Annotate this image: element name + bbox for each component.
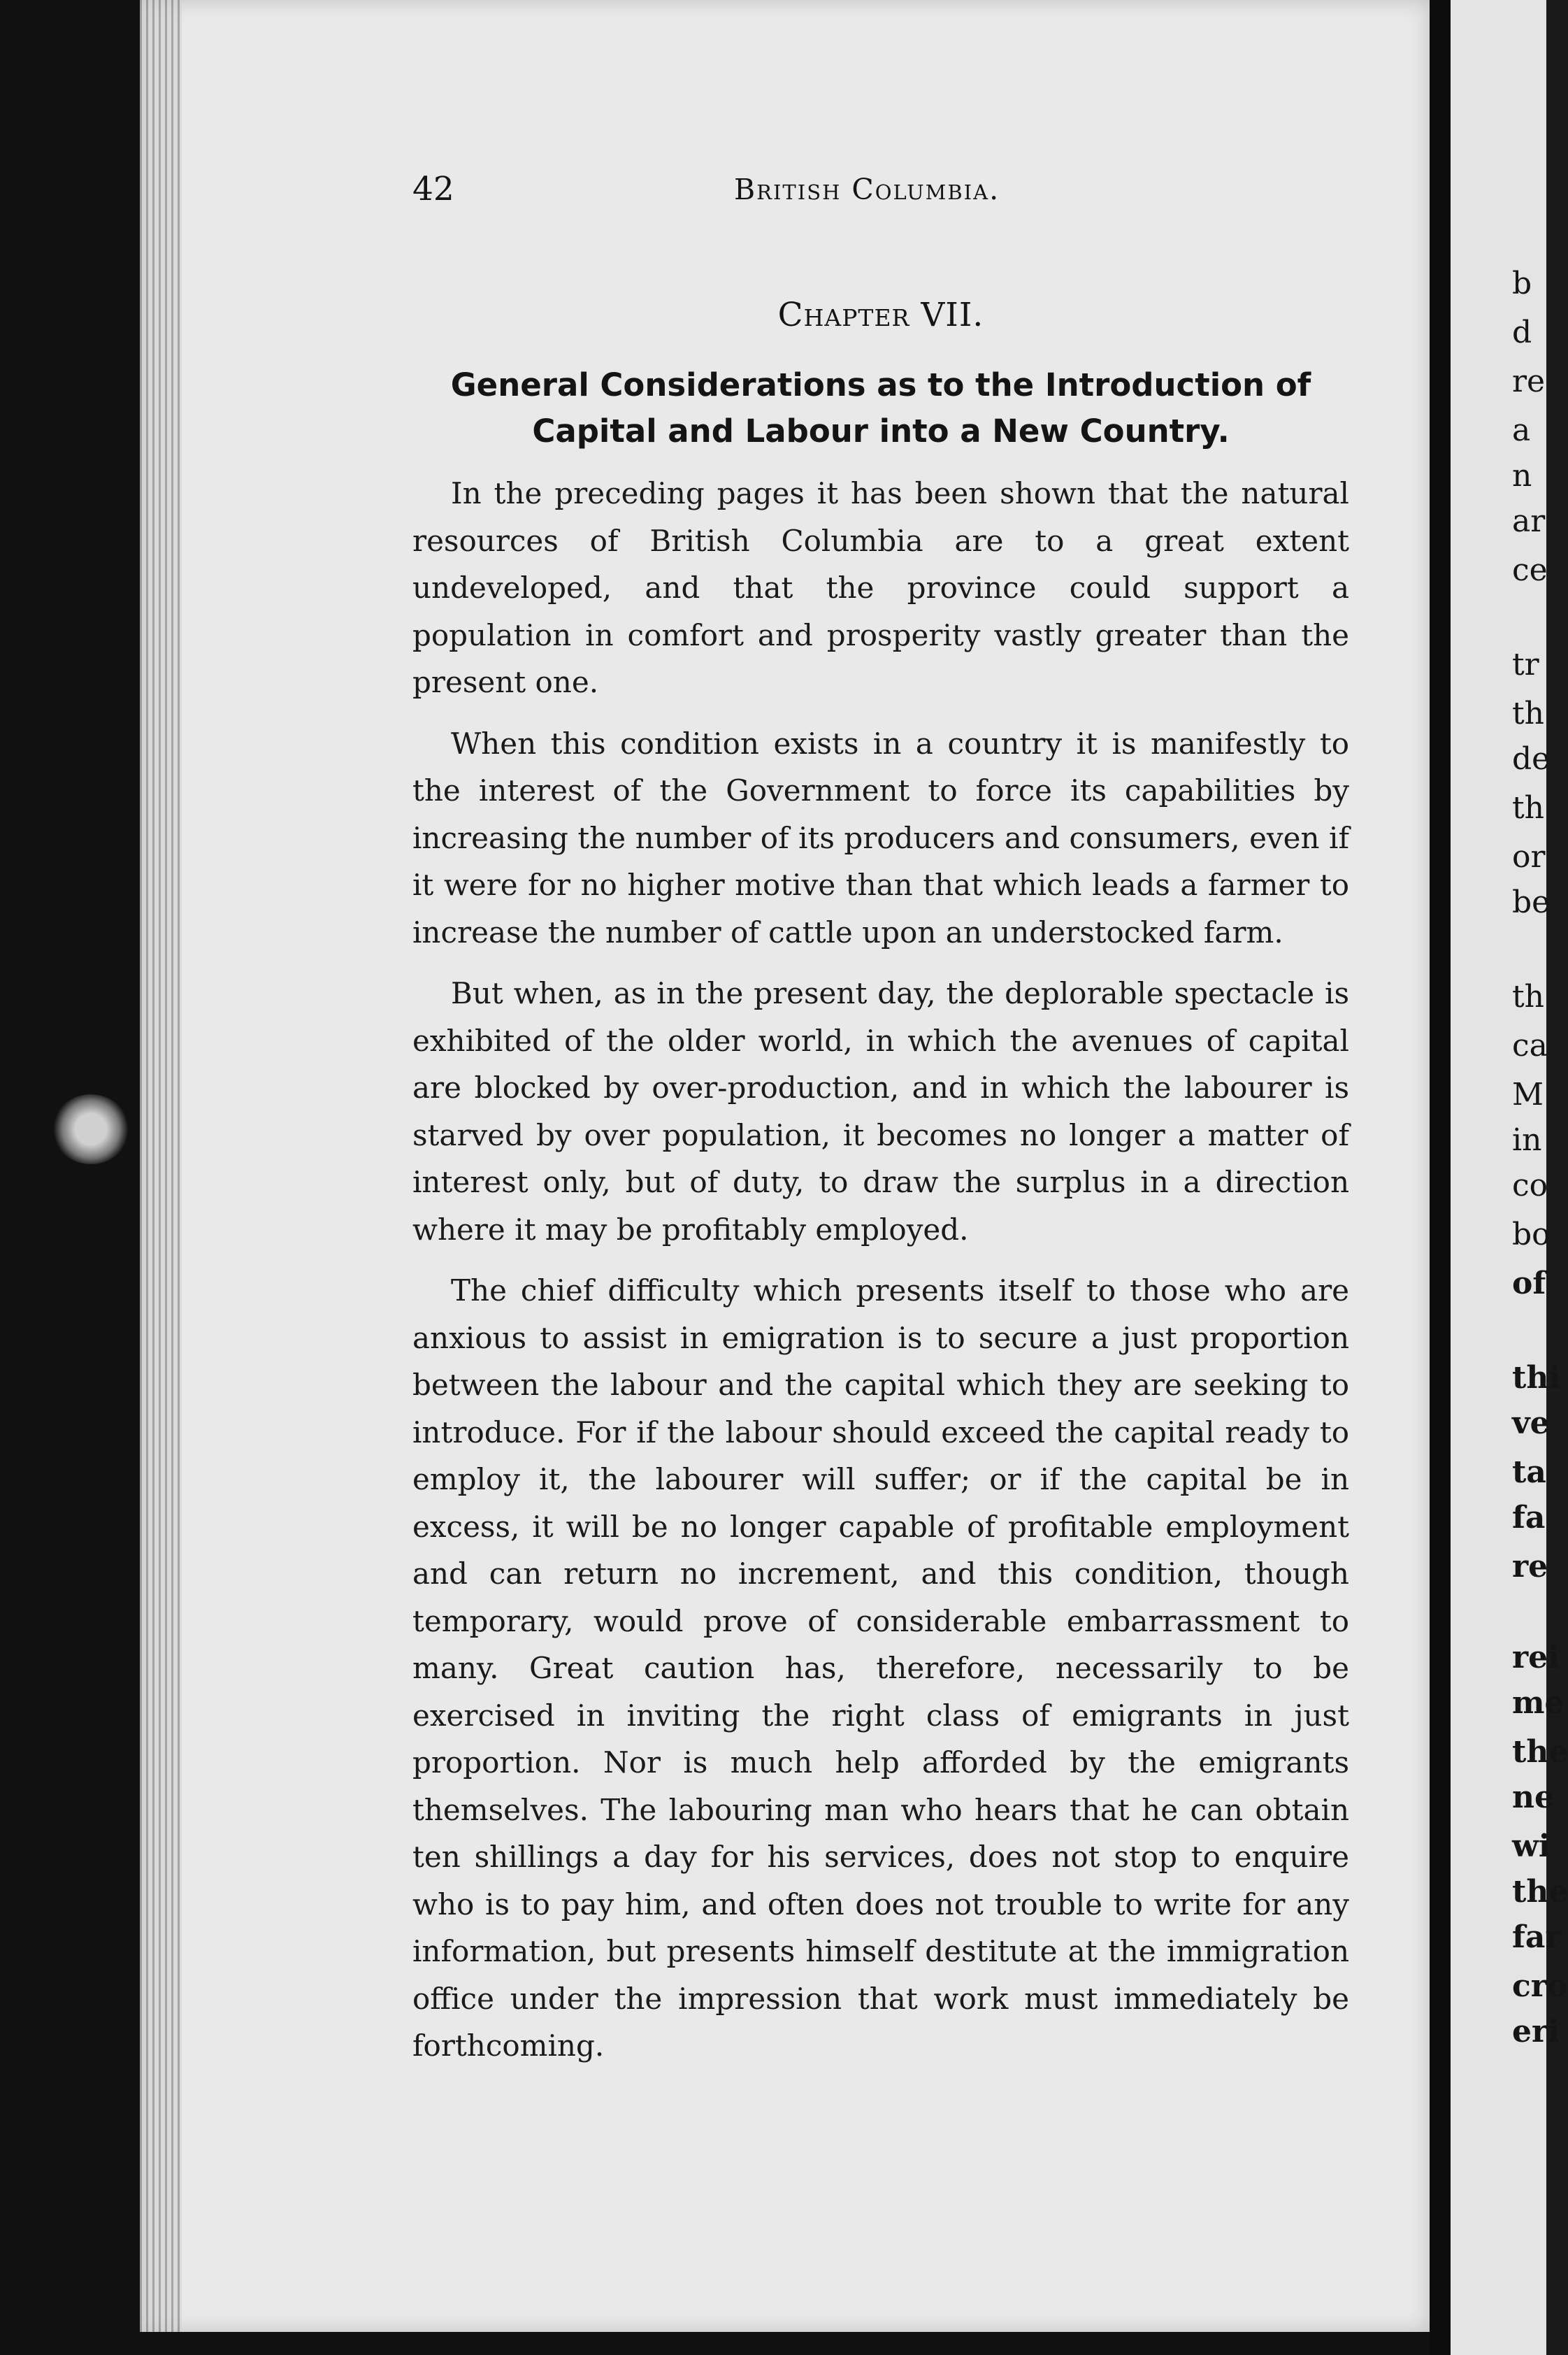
- facing-page-fragment: co: [1512, 1168, 1548, 1203]
- facing-page-fragment: re: [1512, 1549, 1548, 1584]
- paragraph-1: In the preceding pages it has been shown that the natural resources of British Columbia are to a great extent undeveloped, and that the province could support a population in comfort and prosperity vastly greater than the present one.: [412, 476, 1349, 699]
- facing-page-fragment: be: [1512, 885, 1551, 920]
- facing-page-fragment: a: [1512, 413, 1531, 448]
- facing-page-fragment: th: [1512, 696, 1545, 731]
- facing-page-fragment: th: [1512, 979, 1545, 1015]
- page-gutter: [1430, 0, 1451, 2355]
- facing-page-fragment: the: [1512, 1734, 1568, 1770]
- facing-page-fragment: b: [1512, 266, 1532, 301]
- chapter-title: [412, 362, 1349, 454]
- chapter-heading: Chapter VII.: [777, 296, 984, 334]
- facing-page-fragment: in: [1512, 1122, 1542, 1158]
- running-header: [412, 170, 1342, 212]
- facing-page-fragment: ne: [1512, 1780, 1554, 1815]
- paragraph-4: The chief difficulty which presents itself to those who are anxious to assist in emigration is to secure a just proportion between the labour and the capital which they are seeking to introduce. For if the labour should exceed the capital ready to employ it, the labourer will suffer; or if the capital be in excess, it will be no longer capable of profitable employment and can return no increment, and this condition, though temporary, would prove of considerable embarrassment to many. Great caution has, therefore, necessarily to be exercised in inviting the right class of emigrants in just proportion. Nor is much help afforded by the emigrants themselves. The labouring man who hears that he can obtain ten shillings a day for his services, does not stop to enquire who is to pay him, and often does not trouble to write for any information, but presents himself destitute at the immigration office under the impression that work must immediately be forthcoming.: [412, 1273, 1349, 2063]
- facing-page-fragment: far: [1512, 1919, 1562, 1955]
- chapter-title-line-2: Capital and Labour into a New Country.: [532, 413, 1230, 450]
- facing-page-fragment: cro: [1512, 1968, 1568, 2004]
- body-text: [412, 470, 1349, 2084]
- facing-page-fragment: thi: [1512, 1360, 1561, 1396]
- facing-page-strip: [1451, 0, 1568, 2355]
- facing-page-fragment: ta: [1512, 1454, 1546, 1490]
- facing-page-fragment: d: [1512, 315, 1532, 350]
- facing-page-fragment: the: [1512, 1874, 1568, 1910]
- facing-page-fragment: th: [1512, 790, 1545, 826]
- facing-page-fragment: of: [1512, 1266, 1546, 1301]
- facing-page-fragment: de: [1512, 741, 1551, 777]
- facing-page-fragment: ca: [1512, 1028, 1548, 1064]
- facing-page-fragment: ve: [1512, 1405, 1550, 1441]
- facing-page-fragment: or: [1512, 839, 1546, 875]
- facing-page-fragment: fa: [1512, 1500, 1546, 1536]
- facing-page-fragment: re: [1512, 364, 1546, 399]
- facing-page-fragment: ar: [1512, 503, 1546, 539]
- facing-page-fragment: n: [1512, 458, 1532, 494]
- paragraph-2: When this condition exists in a country it is manifestly to the interest of the Government to force its capabilities by increasing the number of its producers and consumers, even if it were for no higher motive than that which leads a farmer to increase the number of cattle upon an understocked farm.: [412, 726, 1349, 950]
- chapter-title-line-1: General Considerations as to the Introduction of: [450, 366, 1311, 403]
- paper-damage-mark: [52, 1094, 129, 1164]
- facing-page-fragment: me: [1512, 1685, 1565, 1721]
- paragraph-3: But when, as in the present day, the deplorable spectacle is exhibited of the older world, in which the avenues of capital are blocked by over-production, and in which the labourer is starved by over population, it becomes no longer a matter of interest only, but of duty, to draw the surplus in a direction where it may be profitably employed.: [412, 976, 1349, 1247]
- facing-page-fragment: eri: [1512, 2014, 1560, 2049]
- facing-page-fragment: rei: [1512, 1640, 1560, 1675]
- facing-page-fragment: M: [1512, 1077, 1544, 1112]
- page-edge-binding: [140, 0, 182, 2332]
- facing-page-fragment: tr: [1512, 647, 1539, 682]
- facing-page-fragment: bo: [1512, 1217, 1551, 1252]
- running-title: British Columbia.: [734, 173, 1000, 206]
- facing-page-fragment: ce: [1512, 552, 1548, 588]
- page-number: 42: [412, 170, 454, 208]
- facing-page-fragment: wi: [1512, 1828, 1551, 1864]
